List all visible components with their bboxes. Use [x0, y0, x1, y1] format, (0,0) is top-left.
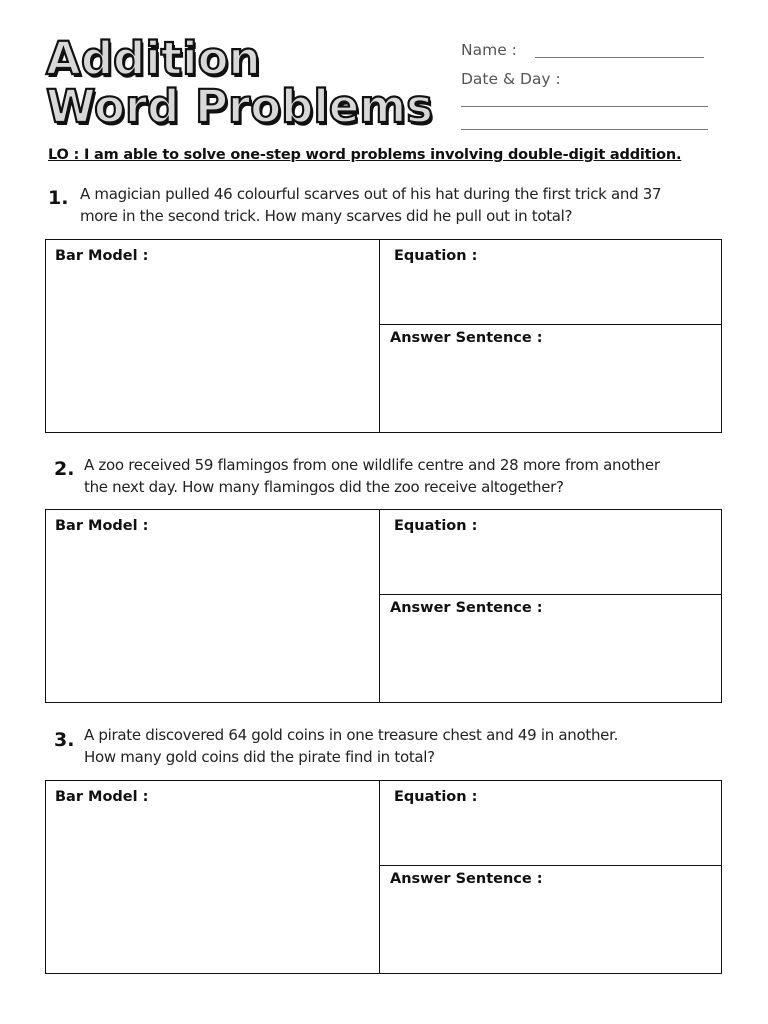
- divider: [379, 324, 721, 325]
- question-1-line-1: A magician pulled 46 colourful scarves out of his hat during the first trick and 37: [80, 185, 662, 203]
- worksheet-title-line1: Addition: [46, 32, 261, 85]
- question-2-text: [84, 454, 714, 498]
- learning-objective: LO : I am able to solve one-step word problems involving double-digit addition.: [48, 147, 682, 163]
- question-2-line-2: the next day. How many flamingos did the zoo receive altogether?: [84, 478, 564, 496]
- question-2-answer-box: [45, 509, 722, 703]
- divider: [379, 865, 721, 866]
- equation-label: Equation :: [394, 789, 478, 805]
- question-3-text: [84, 724, 714, 768]
- question-2-line-1: A zoo received 59 flamingos from one wildlife centre and 28 more from another: [84, 456, 660, 474]
- divider: [379, 594, 721, 595]
- question-3-number: 3.: [54, 729, 75, 751]
- divider: [379, 240, 380, 432]
- question-1-answer-box: [45, 239, 722, 433]
- bar-model-label: Bar Model :: [55, 248, 149, 264]
- answer-sentence-label: Answer Sentence :: [390, 600, 543, 616]
- question-3-line-1: A pirate discovered 64 gold coins in one treasure chest and 49 in another.: [84, 726, 619, 744]
- question-1-line-2: more in the second trick. How many scarves did he pull out in total?: [80, 207, 573, 225]
- bar-model-label: Bar Model :: [55, 518, 149, 534]
- name-label: Name :: [461, 41, 517, 59]
- question-3-answer-box: [45, 780, 722, 974]
- date-day-line-2[interactable]: [461, 129, 708, 130]
- date-day-line-1[interactable]: [461, 106, 708, 107]
- bar-model-label: Bar Model :: [55, 789, 149, 805]
- worksheet-title-line2: Word Problems: [46, 80, 433, 133]
- divider: [379, 510, 380, 702]
- equation-label: Equation :: [394, 248, 478, 264]
- answer-sentence-label: Answer Sentence :: [390, 871, 543, 887]
- divider: [379, 781, 380, 973]
- equation-label: Equation :: [394, 518, 478, 534]
- date-day-label: Date & Day :: [461, 70, 561, 88]
- question-1-number: 1.: [48, 187, 69, 209]
- name-line[interactable]: [535, 57, 704, 58]
- question-2-number: 2.: [54, 458, 75, 480]
- question-1-text: [80, 183, 710, 227]
- answer-sentence-label: Answer Sentence :: [390, 330, 543, 346]
- question-3-line-2: How many gold coins did the pirate find in total?: [84, 748, 435, 766]
